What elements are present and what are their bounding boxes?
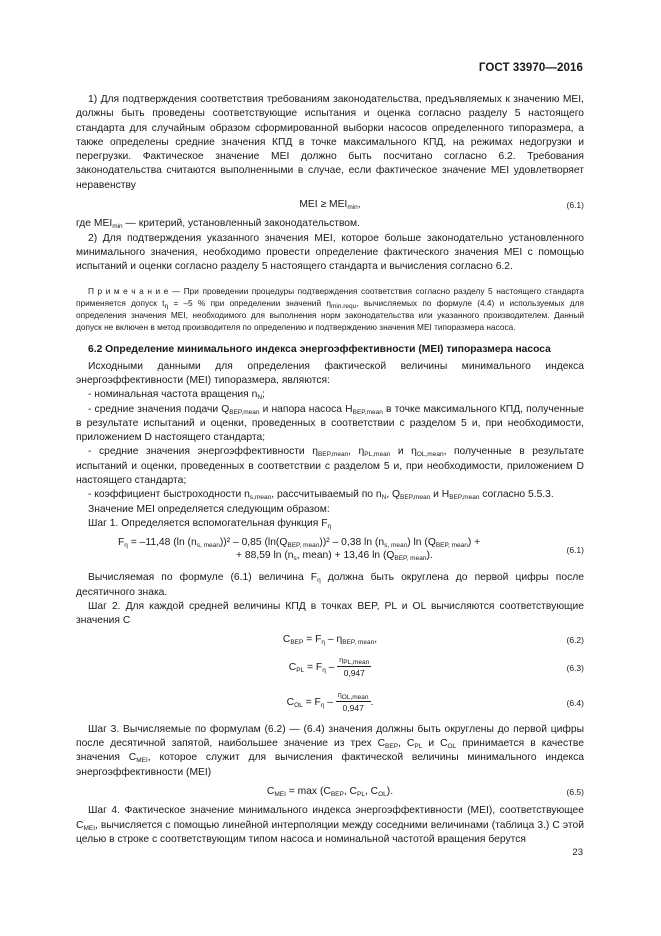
list-item: - средние значения подачи $Q_{BEP,mean}$ и напора насоса $H_{BEP,mean}$ в точке максимального КПД, полученные в результате испытаний и оценки, проведенных в соответствии с разделом 5 и, при необходимости, приложением D настоящего стандарта; (76, 403, 584, 444)
list-item: - коэффициент быстроходности $n_{s,mean}$, рассчитываемый по $n_N$, $Q_{BEP,mean}$ и $H_{BEP,mean}$ согласно 5.5.3. (88, 489, 554, 502)
paragraph-1: 1) Для подтверждения соответствия требованиям законодательства, предъявляемых к значению MEI, должны быть проведены соответствующие испытания и оценка согласно разделу 5 настоящего стандарта для случайным образом сформированной выборки насосов определенного типоразмера, а также определены средние значения КПД в точке максимального КПД, на режимах недогрузки и перегрузки. Фактическое значение MEI должно быть посчитано согласно 6.2. Требования законодательства считаются выполненными в случае, если фактическое значение MEI удовлетворяет неравенству (76, 94, 584, 191)
equation-line-1: $F_\eta = -11,48$ (ln $(n_{s, mean}))^2 - 0,85$ $(\ln(Q_{BEP, mean}))^2 - 0,38$ $\ln (n_{s, mean})$ $\ln (Q_{BEP, mean})$ + (118, 537, 481, 550)
note-paragraph: П р и м е ч а н и е — При проведении процедуры подтверждения соответствия согласно разделу 5 настоящего стандарта применяется допуск $t_\eta = -5$ % при определении значений $\eta_{min.requ}$, вычисляемых по формуле (4.4) и используемых для определения значения MEI, необходимого для выполнения норм законодательства или указанного производителем. Данный допуск не включен в метод производителя по определению и подтверждению значения MEI типоразмера насоса. (76, 285, 584, 333)
equation-c-bep: $C_{BEP} = F_\eta - \eta_{BEP, mean}$, (6.2) (282, 634, 584, 647)
equation-number: (6.4) (566, 697, 584, 708)
step-2: Шаг 2. Для каждой средней величины КПД в точках BEP, PL и OL вычисляются соответствующие значения C (76, 600, 584, 627)
section-title: 6.2 Определение минимального индекса энергоэффективности (MEI) типоразмера насоса (88, 344, 551, 356)
equation-c-mei: $C_{MEI} = \max (C_{BEP}$, $C_{PL}$, $C_{OL}$). (6.5) (266, 785, 584, 798)
document-body (76, 93, 584, 847)
equation-number: (6.3) (566, 662, 584, 673)
paragraph-2: 2) Для подтверждения указанного значения MEI, которое больше законодательно установленного минимального значения, необходимо провести определение фактического значения MEI с помощью испытаний и оценки согласно разделу 5 настоящего стандарта и вычисления согласно 6.2. (76, 232, 584, 273)
paragraph-rounding: Вычисляемая по формуле (6.1) величина $F_\eta$ должна быть округлена до первой цифры после десятичного знака. (76, 572, 584, 598)
paragraph-input-data: Исходными данными для определения фактической величины минимального индекса энергоэффективности (MEI) типоразмера, являются: (76, 360, 584, 386)
list-item: - средние значения энергоэффективности $\eta_{BEP,mean}$, $\eta_{PL,mean}$ и $\eta_{OL,mean}$, полученные в результате испытаний и оценки, проведенных в соответствии с разделом 5 и, при необходимости, приложением D настоящего стандарта; (76, 446, 585, 487)
fraction: $\frac{\eta_{PL,mean}}{0,947}$ (339, 656, 370, 678)
equation-number: (6.1) (566, 200, 584, 211)
fraction: $\frac{\eta_{OL,mean}}{0,947}$ (337, 691, 369, 713)
equation-f-eta (76, 536, 584, 566)
step-1: Шаг 1. Определяется вспомогательная функция $F_\eta$ (88, 517, 332, 530)
equation-line-2: + 88,59 $\ln (n_s$, mean) + 13,46 $\ln (Q_{BEP, mean})$. (236, 550, 433, 563)
equation-c-ol: $C_{OL} = F_\eta$ – $\frac{\eta_{OL,mean}}{0,947}$ . (6.4) (76, 688, 584, 718)
document-header: ГОСТ 33970—2016 (478, 62, 583, 74)
step-4: Шаг 4. Фактическое значение минимального индекса энергоэффективности (MEI), соответствующее $C_{MEI}$, вычисляется с помощью линейной интерполяции между соседними величинами (таблица 3.) С этой целью в строке с соответствующим типом насоса и номинальной частотой вращения берутся (76, 805, 584, 845)
page-number: 23 (572, 847, 583, 858)
paragraph-procedure: Значение MEI определяется следующим образом: (88, 503, 330, 515)
equation-number: (6.1) (566, 545, 584, 556)
equation-6-1-inequality: MEI ≥ $MEI_{min}$, (6.1) (299, 199, 584, 212)
paragraph-where: где $MEI_{min}$ — критерий, установленный законодательством. (76, 218, 360, 231)
step-3: Шаг 3. Вычисляемые по формулам (6.2) — (6.4) значения должны быть округлены до первой цифры после десятичной запятой, наибольшее значение из трех $C_{BEP}$, $C_{PL}$ и $C_{OL}$ принимается в качестве значения $C_{MEI}$, которое служит для вычисления фактической величины минимального индекса энергоэффективности (MEI) (76, 723, 584, 778)
equation-number: (6.5) (566, 786, 584, 797)
equation-c-pl: $C_{PL} = F_\eta$ – $\frac{\eta_{PL,mean}}{0,947}$ (6.3) (76, 653, 584, 683)
equation-number: (6.2) (566, 635, 584, 646)
list-item: - номинальная частота вращения $n_N$; (88, 389, 265, 402)
